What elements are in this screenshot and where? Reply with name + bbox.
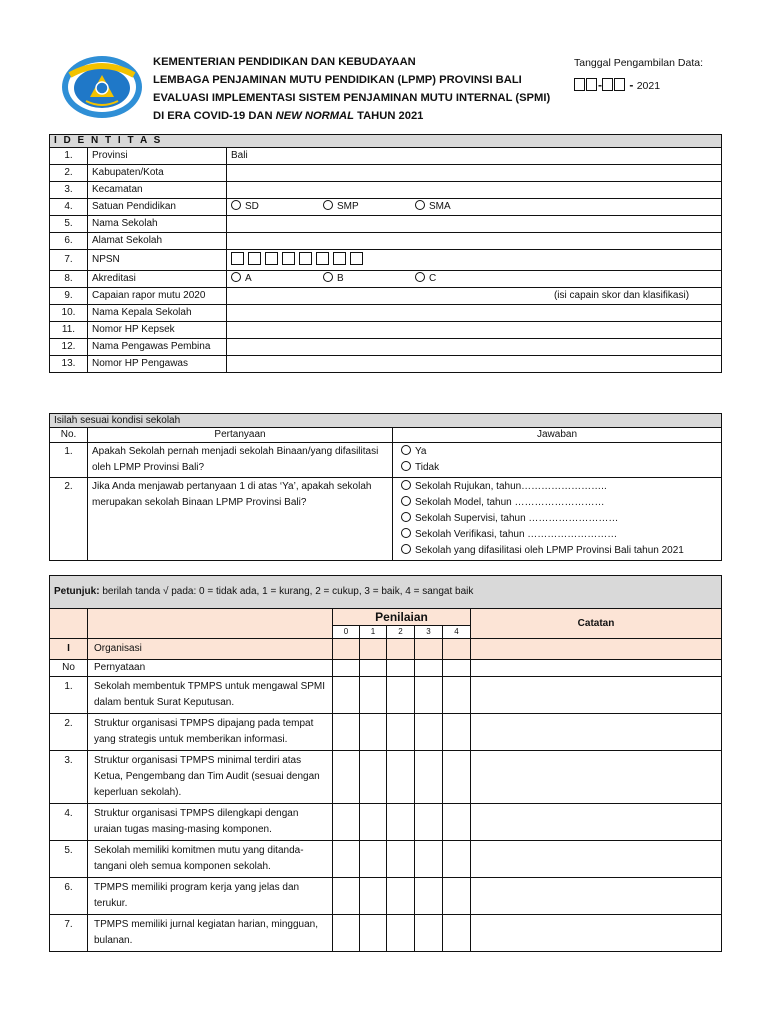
score-cell[interactable] [387, 915, 415, 952]
question-row [50, 478, 722, 561]
radio-circle-icon [323, 200, 333, 210]
identity-value-cell[interactable] [227, 216, 722, 233]
statement-num: 3. [50, 751, 88, 804]
identity-num: 4. [50, 199, 88, 216]
identity-label: Satuan Pendidikan [88, 199, 227, 216]
statement-num: 4. [50, 804, 88, 841]
score-cell[interactable] [360, 841, 387, 878]
radio-circle-icon [401, 544, 411, 554]
identity-num: 13. [50, 356, 88, 373]
radio-option[interactable]: SMP [323, 199, 415, 215]
statement-text: Struktur organisasi TPMPS dilengkapi dengan uraian tugas masing-masing komponen. [88, 804, 333, 841]
digit-box[interactable] [265, 252, 278, 265]
identity-label: Nomor HP Pengawas [88, 356, 227, 373]
answer-options [393, 478, 722, 561]
identity-num: 3. [50, 182, 88, 199]
radio-option[interactable]: A [231, 271, 323, 287]
catatan-cell[interactable] [471, 751, 722, 804]
score-cell[interactable] [443, 804, 471, 841]
catatan-cell[interactable] [471, 677, 722, 714]
score-cell[interactable] [443, 841, 471, 878]
answer-option[interactable]: Sekolah Model, tahun ……………………… [401, 495, 713, 511]
header-line-2: LEMBAGA PENJAMINAN MUTU PENDIDIKAN (LPMP) PROVINSI BALI [153, 74, 522, 86]
statement-text: TPMPS memiliki program kerja yang jelas dan terukur. [88, 878, 333, 915]
radio-circle-icon [323, 272, 333, 282]
answer-option[interactable]: Sekolah Rujukan, tahun…………………….. [401, 479, 713, 495]
digit-box[interactable] [316, 252, 329, 265]
identity-num: 7. [50, 250, 88, 271]
catatan-cell[interactable] [471, 841, 722, 878]
answer-option[interactable]: Tidak [401, 460, 713, 476]
identity-row [50, 199, 722, 216]
statement-text: TPMPS memiliki jurnal kegiatan harian, mingguan, bulanan. [88, 915, 333, 952]
statement-row [50, 841, 722, 878]
identity-value-cell[interactable] [227, 250, 722, 271]
score-header-4: 4 [443, 626, 471, 639]
identity-num: 10. [50, 305, 88, 322]
radio-circle-icon [401, 528, 411, 538]
score-cell[interactable] [387, 677, 415, 714]
identity-row [50, 288, 722, 305]
statement-row [50, 878, 722, 915]
statement-row [50, 677, 722, 714]
identity-num: 5. [50, 216, 88, 233]
tut-wuri-handayani-logo [60, 55, 144, 119]
identity-value-cell[interactable] [227, 165, 722, 182]
radio-circle-icon [231, 200, 241, 210]
header-line-1: KEMENTERIAN PENDIDIKAN DAN KEBUDAYAAN [153, 56, 416, 68]
identity-value[interactable]: Bali [231, 150, 248, 161]
score-cell[interactable] [415, 804, 443, 841]
identity-value-cell[interactable] [227, 356, 722, 373]
score-cell[interactable] [415, 915, 443, 952]
score-cell[interactable] [360, 915, 387, 952]
identity-table [49, 134, 722, 373]
digit-box[interactable] [282, 252, 295, 265]
score-cell[interactable] [387, 751, 415, 804]
document-header [153, 53, 550, 125]
score-cell[interactable] [415, 878, 443, 915]
answer-option[interactable]: Sekolah yang difasilitasi oleh LPMP Provinsi Bali tahun 2021 [401, 543, 713, 559]
identity-value-cell[interactable] [227, 199, 722, 216]
score-cell[interactable] [360, 714, 387, 751]
identity-num: 1. [50, 148, 88, 165]
identity-label: NPSN [88, 250, 227, 271]
identity-num: 11. [50, 322, 88, 339]
score-cell[interactable] [333, 714, 360, 751]
identity-value-cell[interactable] [227, 271, 722, 288]
digit-box[interactable] [231, 252, 244, 265]
answer-option[interactable]: Sekolah Verifikasi, tahun ……………………… [401, 527, 713, 543]
radio-circle-icon [415, 200, 425, 210]
digit-box[interactable] [350, 252, 363, 265]
digit-box[interactable] [333, 252, 346, 265]
header-line-4: DI ERA COVID-19 DAN NEW NORMAL TAHUN 2021 [153, 110, 424, 122]
identity-label: Kecamatan [88, 182, 227, 199]
date-label: Tanggal Pengambilan Data: [574, 57, 704, 69]
catatan-cell[interactable] [471, 878, 722, 915]
score-header-2: 2 [387, 626, 415, 639]
radio-circle-icon [231, 272, 241, 282]
identity-title: I D E N T I T A S [50, 135, 722, 148]
catatan-cell[interactable] [471, 915, 722, 952]
score-cell[interactable] [360, 878, 387, 915]
score-cell[interactable] [333, 677, 360, 714]
school-condition-table [49, 413, 722, 561]
identity-value-cell[interactable] [227, 322, 722, 339]
identity-num: 6. [50, 233, 88, 250]
radio-circle-icon [401, 512, 411, 522]
score-cell[interactable] [415, 751, 443, 804]
statement-row [50, 751, 722, 804]
col-question: Pertanyaan [88, 428, 393, 443]
answer-option[interactable]: Ya [401, 444, 713, 460]
identity-value-cell[interactable] [227, 288, 722, 305]
col-catatan: Catatan [471, 609, 722, 639]
score-cell[interactable] [387, 804, 415, 841]
statement-num: 2. [50, 714, 88, 751]
question-num: 1. [50, 443, 88, 478]
identity-row [50, 339, 722, 356]
identity-label: Nomor HP Kepsek [88, 322, 227, 339]
score-cell[interactable] [415, 841, 443, 878]
radio-option[interactable]: C [415, 271, 507, 287]
identity-label: Capaian rapor mutu 2020 [88, 288, 227, 305]
col-pernyataan: Pernyataan [88, 660, 333, 677]
catatan-cell[interactable] [471, 714, 722, 751]
answer-options [393, 443, 722, 478]
assessment-table [49, 575, 722, 952]
identity-label: Nama Kepala Sekolah [88, 305, 227, 322]
identity-label: Kabupaten/Kota [88, 165, 227, 182]
statement-num: 5. [50, 841, 88, 878]
answer-option[interactable]: Sekolah Supervisi, tahun ……………………… [401, 511, 713, 527]
statement-num: 6. [50, 878, 88, 915]
identity-row [50, 182, 722, 199]
identity-num: 9. [50, 288, 88, 305]
identity-row [50, 271, 722, 288]
identity-num: 2. [50, 165, 88, 182]
radio-option[interactable]: B [323, 271, 415, 287]
identity-row [50, 233, 722, 250]
identity-value-cell[interactable] [227, 182, 722, 199]
section-num: I [50, 639, 88, 660]
radio-circle-icon [401, 480, 411, 490]
score-cell[interactable] [387, 714, 415, 751]
radio-circle-icon [401, 461, 411, 471]
statement-text: Sekolah membentuk TPMPS untuk mengawal SPMI dalam bentuk Surat Keputusan. [88, 677, 333, 714]
section-title: Organisasi [88, 639, 333, 660]
statement-text: Struktur organisasi TPMPS minimal terdiri atas Ketua, Pengembang dan Tim Audit (sesuai dengan keperluan sekolah). [88, 751, 333, 804]
date-field[interactable]: - - 2021 [574, 78, 660, 92]
identity-row [50, 250, 722, 271]
score-cell[interactable] [443, 714, 471, 751]
identity-value-cell[interactable] [227, 339, 722, 356]
radio-option[interactable]: SMA [415, 199, 507, 215]
score-cell[interactable] [360, 804, 387, 841]
identity-row [50, 322, 722, 339]
identity-row [50, 356, 722, 373]
score-cell[interactable] [443, 677, 471, 714]
identity-num: 12. [50, 339, 88, 356]
digit-box[interactable] [299, 252, 312, 265]
condition-title: Isilah sesuai kondisi sekolah [50, 414, 722, 428]
identity-value-cell[interactable] [227, 233, 722, 250]
statement-row [50, 915, 722, 952]
score-cell[interactable] [415, 714, 443, 751]
identity-num: 8. [50, 271, 88, 288]
question-text: Jika Anda menjawab pertanyaan 1 di atas ‘Ya’, apakah sekolah merupakan sekolah Binaan LPMP Provinsi Bali? [88, 478, 393, 561]
score-note: (isi capain skor dan klasifikasi) [553, 290, 690, 301]
identity-row [50, 305, 722, 322]
statement-num: 7. [50, 915, 88, 952]
score-cell[interactable] [443, 751, 471, 804]
date-year: 2021 [636, 80, 661, 92]
question-text: Apakah Sekolah pernah menjadi sekolah Binaan/yang difasilitasi oleh LPMP Provinsi Bali? [88, 443, 393, 478]
statement-row [50, 804, 722, 841]
statement-text: Struktur organisasi TPMPS dipajang pada tempat yang strategis untuk memberikan informasi. [88, 714, 333, 751]
identity-label: Akreditasi [88, 271, 227, 288]
score-cell[interactable] [360, 677, 387, 714]
score-cell[interactable] [333, 841, 360, 878]
statement-row [50, 714, 722, 751]
identity-label: Nama Sekolah [88, 216, 227, 233]
col-answer: Jawaban [393, 428, 722, 443]
col-no-stmt: No [50, 660, 88, 677]
score-header-3: 3 [415, 626, 443, 639]
col-penilaian: Penilaian [333, 609, 471, 626]
score-cell[interactable] [333, 804, 360, 841]
score-cell[interactable] [333, 878, 360, 915]
identity-row [50, 216, 722, 233]
col-no: No. [50, 428, 88, 443]
identity-label: Alamat Sekolah [88, 233, 227, 250]
radio-circle-icon [401, 496, 411, 506]
identity-row [50, 148, 722, 165]
score-cell[interactable] [387, 878, 415, 915]
digit-box[interactable] [248, 252, 261, 265]
identity-row [50, 165, 722, 182]
score-cell[interactable] [333, 751, 360, 804]
identity-value-cell[interactable] [227, 305, 722, 322]
radio-option[interactable]: SD [231, 199, 323, 215]
score-cell[interactable] [387, 841, 415, 878]
question-num: 2. [50, 478, 88, 561]
catatan-cell[interactable] [471, 804, 722, 841]
identity-label: Nama Pengawas Pembina [88, 339, 227, 356]
identity-label: Provinsi [88, 148, 227, 165]
score-cell[interactable] [415, 677, 443, 714]
score-cell[interactable] [333, 915, 360, 952]
identity-value-cell[interactable] [227, 148, 722, 165]
radio-circle-icon [401, 445, 411, 455]
radio-circle-icon [415, 272, 425, 282]
score-header-1: 1 [360, 626, 387, 639]
question-row [50, 443, 722, 478]
statement-num: 1. [50, 677, 88, 714]
score-cell[interactable] [443, 915, 471, 952]
score-header-0: 0 [333, 626, 360, 639]
score-cell[interactable] [443, 878, 471, 915]
score-cell[interactable] [360, 751, 387, 804]
instructions: Petunjuk: berilah tanda √ pada: 0 = tidak ada, 1 = kurang, 2 = cukup, 3 = baik, 4 = sangat baik [50, 576, 722, 609]
statement-text: Sekolah memiliki komitmen mutu yang ditanda-tangani oleh semua komponen sekolah. [88, 841, 333, 878]
header-line-3: EVALUASI IMPLEMENTASI SISTEM PENJAMINAN MUTU INTERNAL (SPMI) [153, 92, 551, 104]
